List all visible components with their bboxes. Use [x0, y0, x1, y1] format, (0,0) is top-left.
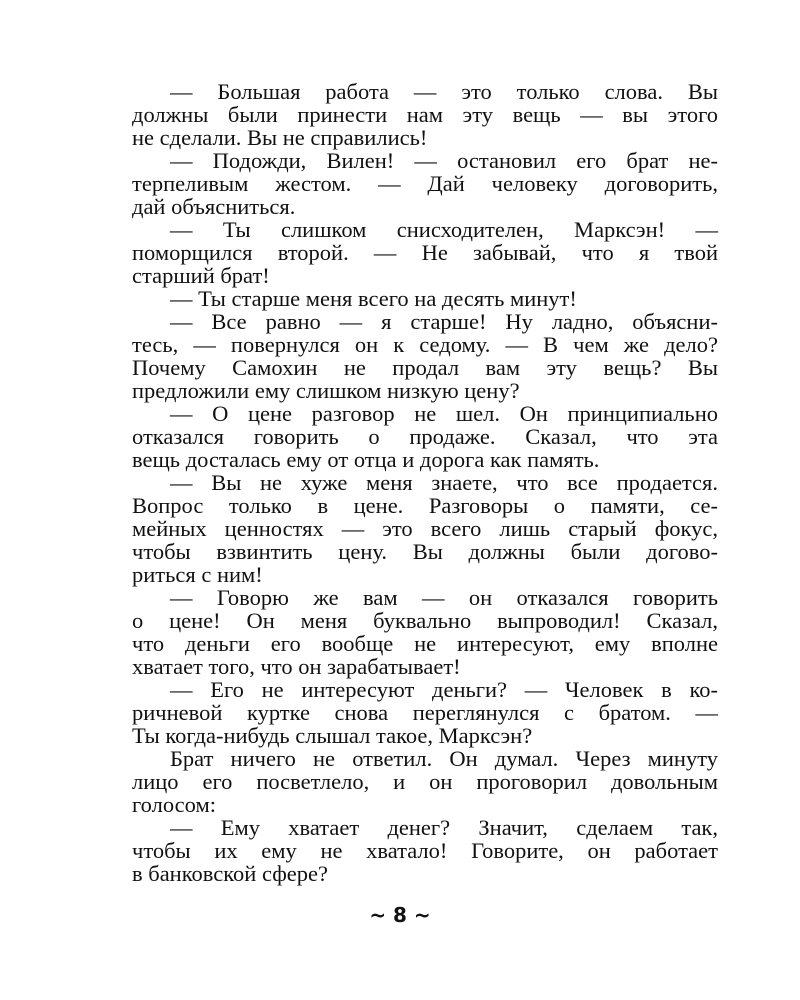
paragraph-line: — О цене разговор не шел. Он принципиально: [170, 401, 718, 426]
paragraph-line: поморщился второй. — Не забывай, что я твой: [132, 240, 718, 265]
paragraph-line: старший брат!: [132, 263, 270, 288]
paragraph-line: мейных ценностях — это всего лишь старый фокус,: [132, 516, 718, 541]
paragraph-line: — Его не интересуют деньги? — Человек в ко-: [170, 677, 718, 702]
paragraph-line: — Ты старше меня всего на десять минут!: [170, 286, 577, 311]
paragraph-line: — Говорю же вам — он отказался говорить: [170, 585, 718, 610]
page-number: ~ 8 ~: [369, 903, 431, 927]
paragraph-line: лицо его посветлело, и он проговорил довольным: [132, 769, 718, 794]
paragraph-line: риться с ним!: [132, 562, 263, 587]
paragraph-line: Почему Самохин не продал вам эту вещь? Вы: [132, 355, 718, 380]
paragraph-line: — Большая работа — это только слова. Вы: [170, 79, 718, 104]
paragraph-line: в банковской сфере?: [132, 861, 328, 886]
paragraph-line: должны были принести нам эту вещь — вы этого: [132, 102, 718, 127]
paragraph-line: чтобы взвинтить цену. Вы должны были догово-: [132, 539, 718, 564]
paragraph-line: тесь, — повернулся он к седому. — В чем же дело?: [132, 332, 718, 357]
paragraph-line: — Ты слишком снисходителен, Марксэн! —: [170, 217, 718, 242]
paragraph-line: ричневой куртке снова переглянулся с братом. —: [132, 700, 718, 725]
paragraph-line: предложили ему слишком низкую цену?: [132, 378, 520, 403]
paragraph-line: отказался говорить о продаже. Сказал, что эта: [132, 424, 718, 449]
paragraph-line: Брат ничего не ответил. Он думал. Через минуту: [170, 746, 718, 771]
paragraph-line: — Ему хватает денег? Значит, сделаем так,: [170, 815, 718, 840]
paragraph-line: что деньги его вообще не интересуют, ему вполне: [132, 631, 718, 656]
paragraph-line: о цене! Он меня буквально выпроводил! Сказал,: [132, 608, 718, 633]
paragraph-line: Ты когда-нибудь слышал такое, Марксэн?: [132, 723, 533, 748]
paragraph-line: — Все равно — я старше! Ну ладно, объясни-: [170, 309, 718, 334]
paragraph-line: хватает того, что он зарабатывает!: [132, 654, 461, 679]
paragraph-line: голосом:: [132, 792, 216, 817]
paragraph-line: — Вы не хуже меня знаете, что все продается.: [170, 470, 718, 495]
page-text: [132, 80, 718, 885]
paragraph-line: Вопрос только в цене. Разговоры о памяти, се-: [132, 493, 718, 518]
paragraph-line: не сделали. Вы не справились!: [132, 125, 428, 150]
paragraph-line: дай объясниться.: [132, 194, 296, 219]
paragraph-line: терпеливым жестом. — Дай человеку договорить,: [132, 171, 718, 196]
paragraph-line: — Подожди, Вилен! — остановил его брат не-: [170, 148, 718, 173]
paragraph-line: чтобы их ему не хватало! Говорите, он работает: [132, 838, 718, 863]
paragraph-line: вещь досталась ему от отца и дорога как память.: [132, 447, 600, 472]
